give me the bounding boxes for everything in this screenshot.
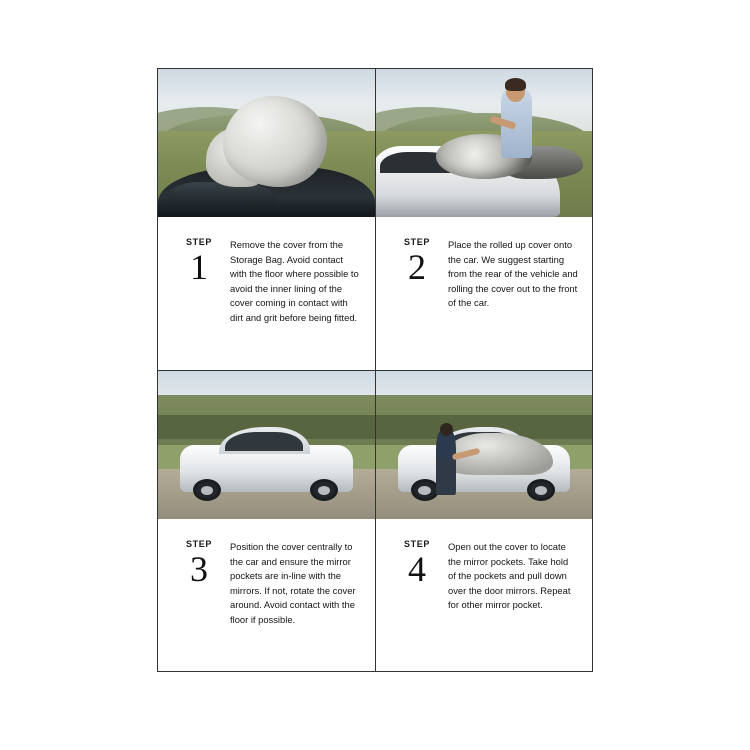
step-number-block-4 — [386, 537, 448, 661]
wheel-hub — [535, 486, 547, 495]
step-number-1: 1 — [190, 247, 208, 287]
car-side-windows — [225, 432, 303, 451]
instruction-sheet — [157, 68, 593, 672]
step-number-block-3 — [168, 537, 230, 661]
car-rear-wheel — [193, 479, 221, 501]
car-rear-wheel — [411, 479, 439, 501]
step-number-block-2 — [386, 235, 448, 360]
step-panel-1 — [157, 68, 375, 370]
step-number-3: 3 — [190, 549, 208, 589]
step-caption-4 — [376, 519, 592, 671]
step-panel-2 — [375, 68, 593, 370]
step-text-2: Place the rolled up cover onto the car. We suggest starting from the rear of the vehicle and rolling the cover out to the front of the car. — [448, 239, 578, 308]
step-caption-1 — [158, 217, 375, 370]
step-label-4: STEP — [404, 539, 430, 549]
wheel-hub — [318, 486, 330, 495]
step-number-4: 4 — [408, 549, 426, 589]
person-hair — [505, 78, 527, 91]
step-number-block-1 — [168, 235, 230, 360]
photo-car-side-view — [158, 371, 375, 519]
photo-cover-on-roof — [158, 69, 375, 217]
step-text-1: Remove the cover from the Storage Bag. Avoid contact with the floor where possible to avoid the inner lining of the cover coming in contact with dirt and grit before being fitted. — [230, 239, 359, 323]
wheel-hub — [201, 486, 213, 495]
step-number-2: 2 — [408, 247, 426, 287]
step-caption-3 — [158, 519, 375, 671]
cover-bundle — [223, 96, 327, 188]
step-panel-4 — [375, 370, 593, 672]
step-text-4: Open out the cover to locate the mirror pockets. Take hold of the pockets and pull down over the door mirrors. Repeat for other mirror pocket. — [448, 541, 571, 610]
photo-fitting-mirror-pockets — [376, 371, 592, 519]
step-caption-2 — [376, 217, 592, 370]
car-windscreen — [167, 182, 276, 209]
step-label-3: STEP — [186, 539, 212, 549]
steps-grid — [157, 68, 593, 672]
step-label-2: STEP — [404, 237, 430, 247]
person-body — [436, 430, 455, 495]
step-label-1: STEP — [186, 237, 212, 247]
photo-rolled-cover-on-rear — [376, 69, 592, 217]
wheel-hub — [418, 486, 430, 495]
step-text-3: Position the cover centrally to the car and ensure the mirror pockets are in-line with the mirrors. If not, rotate the cover around. Avoid contact with the floor if possible. — [230, 541, 356, 625]
person-head — [440, 423, 453, 436]
step-panel-3 — [157, 370, 375, 672]
